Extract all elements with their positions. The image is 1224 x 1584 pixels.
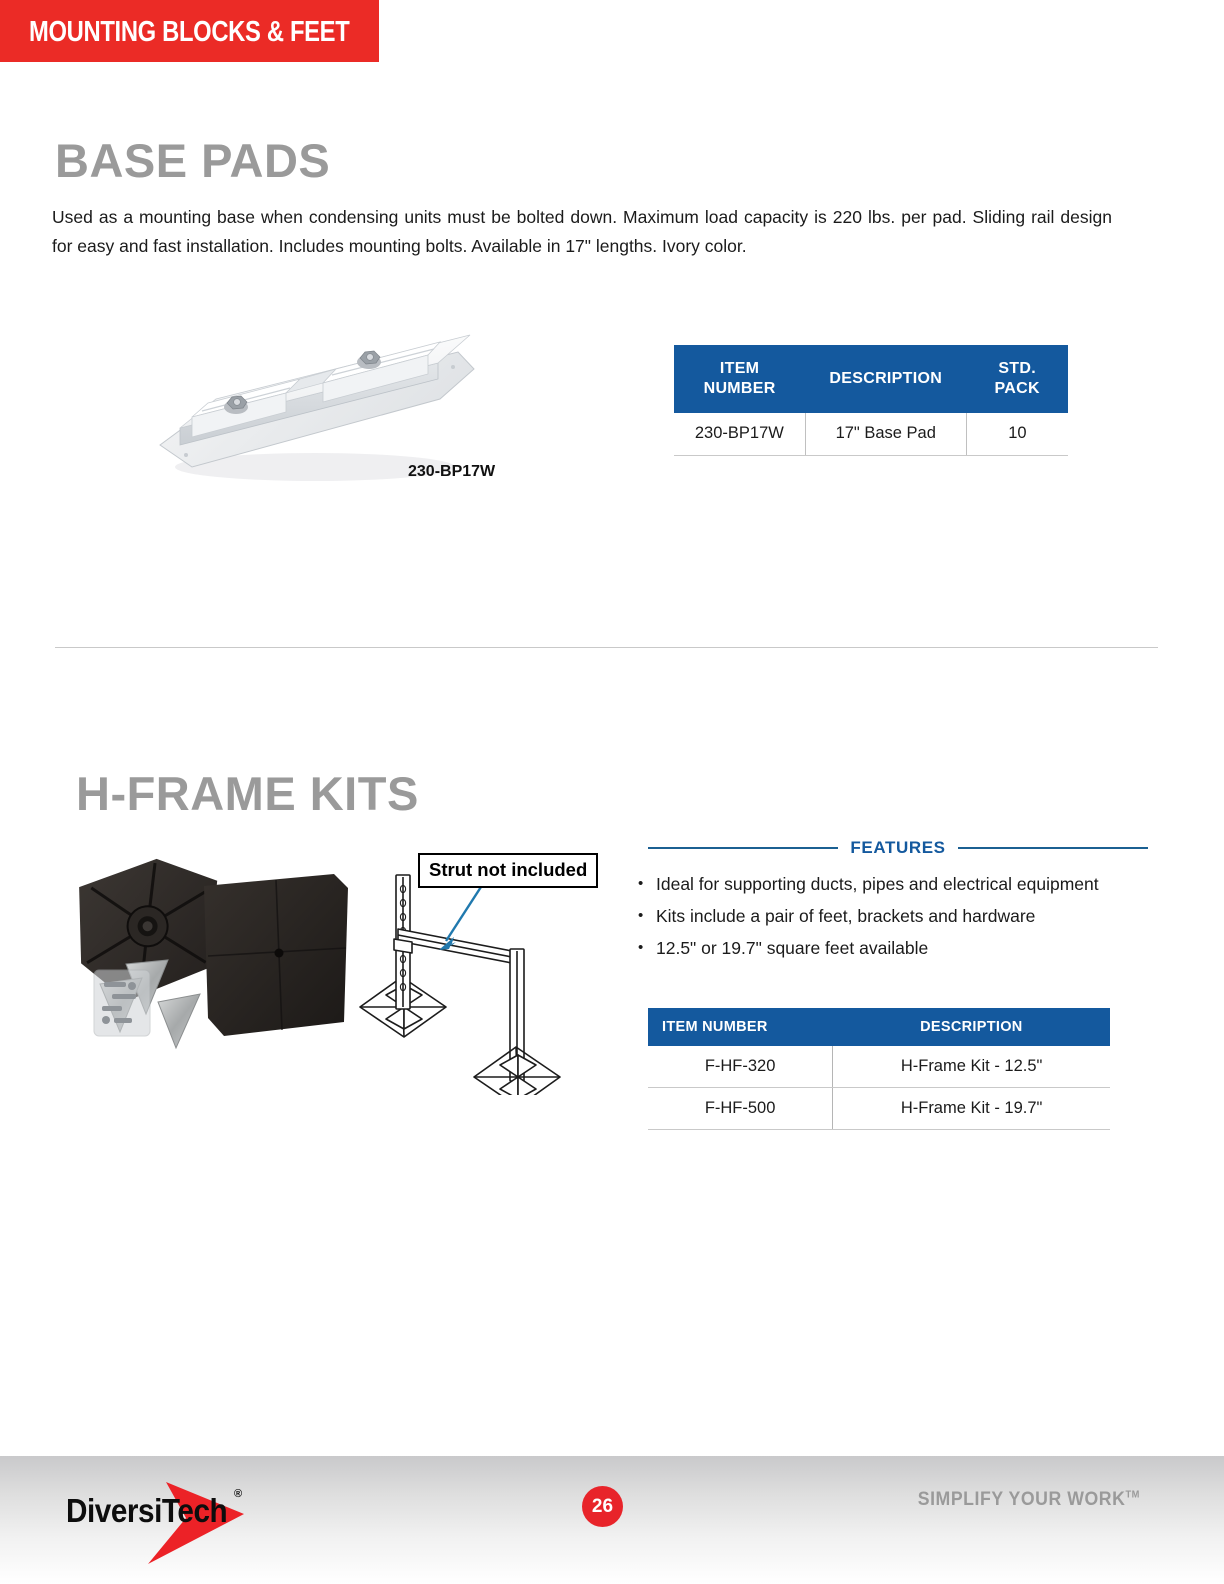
base-pads-table xyxy=(674,345,1068,456)
h-frame-product-image xyxy=(72,852,362,1052)
table-header-row xyxy=(674,345,1068,413)
col-item-number: ITEM NUMBER xyxy=(674,345,805,413)
base-pad-part-number-label: 230-BP17W xyxy=(408,463,496,480)
cell-description: 17" Base Pad xyxy=(805,413,966,456)
cell-std-pack: 10 xyxy=(966,413,1068,456)
features-rule-left xyxy=(648,847,838,849)
list-item: • Kits include a pair of feet, brackets and hardware xyxy=(634,900,1164,932)
features-list xyxy=(634,868,1164,964)
cell-item-number: F-HF-320 xyxy=(648,1046,833,1088)
page-header-banner xyxy=(0,0,379,62)
table-row xyxy=(648,1046,1110,1088)
base-pads-description: Used as a mounting base when condensing units must be bolted down. Maximum load capacity is 220 lbs. per pad. Sliding rail design for easy and fast installation. Includes mounting bolts. Available in 17" lengths. Ivory color. xyxy=(52,207,1112,256)
cell-description: H-Frame Kit - 19.7" xyxy=(833,1088,1110,1130)
cell-description: H-Frame Kit - 12.5" xyxy=(833,1046,1110,1088)
cell-item-number: 230-BP17W xyxy=(674,413,805,456)
table-header-row xyxy=(648,1008,1110,1046)
col-description: DESCRIPTION xyxy=(833,1008,1110,1046)
features-header xyxy=(648,838,1148,858)
list-item: • Ideal for supporting ducts, pipes and electrical equipment xyxy=(634,868,1164,900)
footer-tagline xyxy=(918,1489,1140,1511)
section-divider xyxy=(55,647,1158,648)
registered-trademark-icon: ® xyxy=(234,1488,243,1500)
features-rule-right xyxy=(958,847,1148,849)
list-item: • 12.5" or 19.7" square feet available xyxy=(634,932,1164,964)
table-row xyxy=(648,1088,1110,1130)
diversitech-logo xyxy=(66,1474,316,1564)
h-frame-kits-heading: H-FRAME KITS xyxy=(76,767,419,820)
cell-item-number: F-HF-500 xyxy=(648,1088,833,1130)
tagline-tm: TM xyxy=(1125,1489,1140,1501)
col-item-number: ITEM NUMBER xyxy=(648,1008,833,1046)
h-frame-kits-table xyxy=(648,1008,1110,1130)
features-title: FEATURES xyxy=(850,838,946,857)
page-number-badge: 26 xyxy=(582,1486,623,1527)
base-pads-heading: BASE PADS xyxy=(55,134,331,187)
logo-wordmark: DiversiTech xyxy=(66,1492,228,1529)
tagline-text: SIMPLIFY YOUR WORK xyxy=(917,1489,1126,1510)
strut-not-included-callout: Strut not included xyxy=(418,853,598,888)
col-description: DESCRIPTION xyxy=(805,345,966,413)
banner-title: MOUNTING BLOCKS & FEET xyxy=(29,16,350,48)
col-std-pack: STD. PACK xyxy=(966,345,1068,413)
table-row xyxy=(674,413,1068,456)
